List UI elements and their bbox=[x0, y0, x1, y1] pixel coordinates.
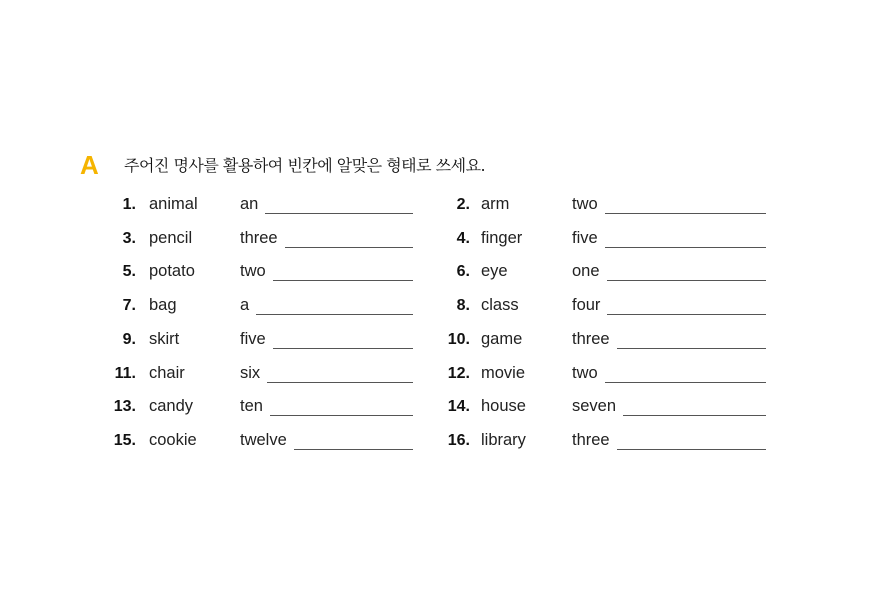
item-noun: pencil bbox=[149, 228, 193, 247]
exercise-row bbox=[0, 355, 873, 389]
item-quantifier: an bbox=[240, 195, 259, 213]
answer-blank[interactable] bbox=[270, 415, 413, 416]
exercise-row bbox=[0, 220, 873, 254]
item-quantifier: five bbox=[240, 329, 266, 348]
answer-blank[interactable] bbox=[267, 382, 413, 383]
item-number: 15. bbox=[113, 431, 136, 449]
exercise-row bbox=[0, 321, 873, 355]
item-noun: cookie bbox=[149, 430, 197, 449]
item-quantifier: three bbox=[572, 329, 610, 348]
exercise-row bbox=[0, 253, 873, 287]
exercise-row bbox=[0, 422, 873, 456]
item-number: 4. bbox=[456, 229, 470, 247]
item-quantifier: six bbox=[240, 363, 261, 382]
item-noun: potato bbox=[149, 262, 195, 281]
item-quantifier: two bbox=[240, 262, 266, 281]
exercise-row bbox=[0, 388, 873, 422]
item-number: 9. bbox=[122, 330, 136, 348]
item-quantifier: twelve bbox=[240, 430, 287, 449]
answer-blank[interactable] bbox=[617, 449, 766, 450]
item-quantifier: seven bbox=[572, 397, 617, 416]
item-noun: game bbox=[481, 329, 523, 348]
answer-blank[interactable] bbox=[294, 449, 413, 450]
section-letter: A bbox=[80, 150, 99, 180]
answer-blank[interactable] bbox=[623, 415, 766, 416]
instruction-text: 주어진 명사를 활용하여 빈칸에 알맞은 형태로 쓰세요. bbox=[124, 156, 486, 175]
item-quantifier: a bbox=[240, 296, 250, 315]
item-number: 3. bbox=[122, 229, 136, 247]
item-quantifier: ten bbox=[240, 397, 263, 416]
item-noun: class bbox=[481, 296, 519, 315]
item-number: 12. bbox=[447, 364, 470, 382]
answer-blank[interactable] bbox=[607, 314, 766, 315]
answer-blank[interactable] bbox=[605, 382, 766, 383]
item-number: 5. bbox=[122, 263, 136, 281]
item-noun: arm bbox=[481, 195, 510, 213]
exercise-row bbox=[0, 186, 873, 220]
item-number: 6. bbox=[456, 263, 470, 281]
item-number: 1. bbox=[122, 196, 136, 213]
item-number: 16. bbox=[447, 431, 470, 449]
answer-blank[interactable] bbox=[273, 348, 413, 349]
item-number: 2. bbox=[456, 196, 470, 213]
item-quantifier: five bbox=[572, 228, 598, 247]
item-quantifier: one bbox=[572, 262, 600, 281]
item-quantifier: two bbox=[572, 195, 598, 213]
item-number: 11. bbox=[114, 364, 136, 382]
item-quantifier: four bbox=[572, 296, 601, 315]
item-noun: library bbox=[481, 430, 526, 449]
item-number: 8. bbox=[456, 297, 470, 315]
answer-blank[interactable] bbox=[256, 314, 413, 315]
item-noun: bag bbox=[149, 296, 177, 315]
answer-blank[interactable] bbox=[265, 213, 413, 214]
item-noun: candy bbox=[149, 397, 194, 416]
answer-blank[interactable] bbox=[285, 247, 413, 248]
item-noun: skirt bbox=[149, 329, 180, 348]
answer-blank[interactable] bbox=[605, 213, 766, 214]
answer-blank[interactable] bbox=[273, 280, 413, 281]
answer-blank[interactable] bbox=[607, 280, 766, 281]
answer-blank[interactable] bbox=[617, 348, 766, 349]
item-number: 13. bbox=[113, 398, 136, 416]
item-noun: animal bbox=[149, 195, 198, 213]
item-noun: house bbox=[481, 397, 526, 416]
item-number: 10. bbox=[447, 330, 470, 348]
item-noun: movie bbox=[481, 363, 526, 382]
item-number: 7. bbox=[122, 297, 136, 315]
item-noun: eye bbox=[481, 262, 508, 281]
item-quantifier: three bbox=[572, 430, 610, 449]
answer-blank[interactable] bbox=[605, 247, 766, 248]
exercise-row bbox=[0, 287, 873, 321]
item-quantifier: three bbox=[240, 228, 278, 247]
item-number: 14. bbox=[447, 398, 470, 416]
item-quantifier: two bbox=[572, 363, 598, 382]
item-noun: chair bbox=[149, 363, 185, 382]
item-noun: finger bbox=[481, 228, 523, 247]
